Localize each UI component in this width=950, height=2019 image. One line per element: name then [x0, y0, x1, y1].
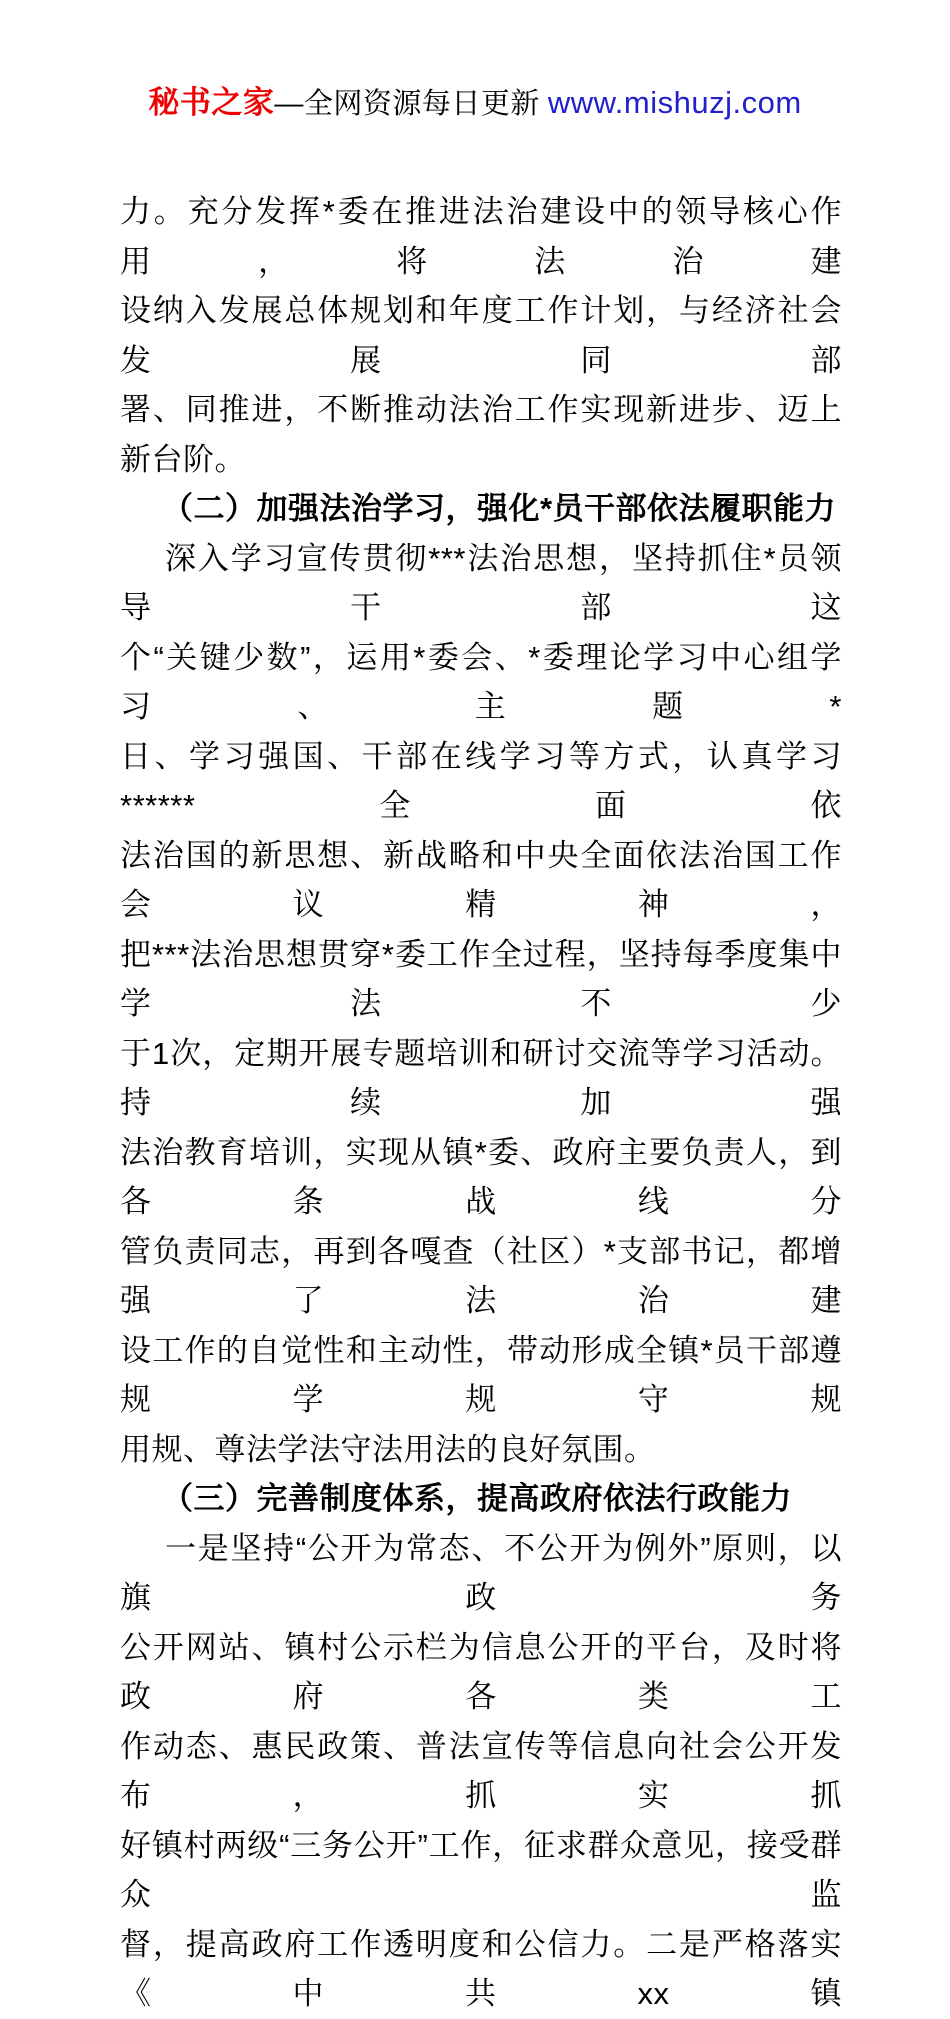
section-heading: （三）完善制度体系，提高政府依法行政能力 — [162, 1481, 792, 1516]
site-header — [0, 81, 950, 131]
text-line: 署、同推进，不断推动法治工作实现新进步、迈上新台阶。 — [120, 392, 842, 477]
text-line: 作动态、惠民政策、普法宣传等信息向社会公开发布，抓实抓 — [120, 1728, 842, 1813]
text-line: 好镇村两级“三务公开”工作，征求群众意见，接受群众监 — [120, 1827, 842, 1912]
text-line: 公开网站、镇村公示栏为信息公开的平台，及时将政府各类工 — [120, 1629, 842, 1714]
text-line: 深入学习宣传贯彻***法治思想，坚持抓住*员领导干部这 — [120, 540, 842, 625]
text-line: 日、学习强国、干部在线学习等方式，认真学习******全面依 — [120, 738, 842, 823]
text-line: 法治教育培训，实现从镇*委、政府主要负责人，到各条战线分 — [120, 1134, 842, 1219]
document-body — [120, 187, 842, 2019]
text-line: 个“关键少数”，运用*委会、*委理论学习中心组学习、主题* — [120, 639, 842, 724]
text-line: 用规、尊法学法守法用法的良好氛围。 — [120, 1431, 656, 1467]
site-url: www.mishuzj.com — [547, 85, 802, 120]
site-tagline: —全网资源每日更新 — [274, 88, 540, 120]
text-line: 设纳入发展总体规划和年度工作计划，与经济社会发展同部 — [120, 293, 842, 378]
text-line: 力。充分发挥*委在推进法治建设中的领导核心作用，将法治建 — [120, 194, 842, 279]
section-heading: （二）加强法治学习，强化*员干部依法履职能力 — [162, 491, 837, 526]
text-line: 管负责同志，再到各嘎查（社区）*支部书记，都增强了法治建 — [120, 1233, 842, 1318]
text-line: 一是坚持“公开为常态、不公开为例外”原则，以旗政务 — [120, 1530, 842, 1615]
text-line: 督，提高政府工作透明度和公信力。二是严格落实《中共xx镇 — [120, 1926, 842, 2011]
text-line: 于1次，定期开展专题培训和研讨交流等学习活动。持续加强 — [120, 1035, 842, 1120]
text-line: 设工作的自觉性和主动性，带动形成全镇*员干部遵规学规守规 — [120, 1332, 842, 1417]
site-name: 秘书之家 — [148, 85, 275, 121]
text-line: 法治国的新思想、新战略和中央全面依法治国工作会议精神， — [120, 837, 842, 922]
text-line: 把***法治思想贯穿*委工作全过程，坚持每季度集中学法不少 — [120, 936, 842, 1021]
